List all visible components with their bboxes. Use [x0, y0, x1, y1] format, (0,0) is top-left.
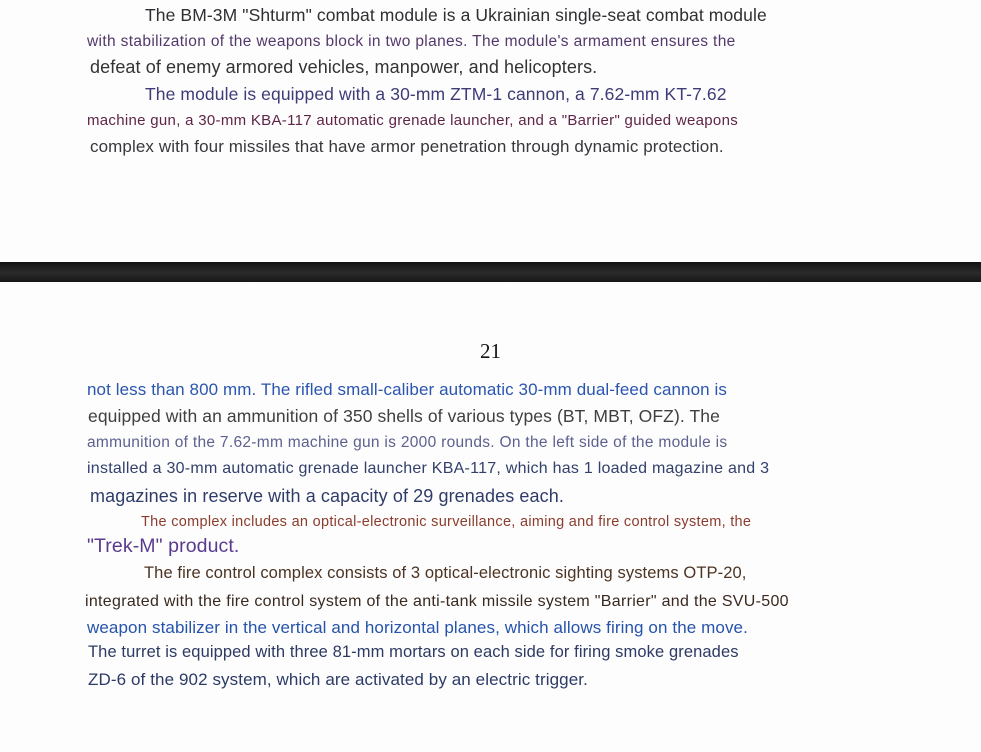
text-line: ZD-6 of the 902 system, which are activated by an electric trigger. [88, 670, 588, 689]
text-line: The fire control complex consists of 3 optical-electronic sighting systems OTP-20, [144, 564, 747, 582]
text-line: The module is equipped with a 30-mm ZTM-1 cannon, a 7.62-mm KT-7.62 [145, 84, 727, 104]
text-line: machine gun, a 30-mm KBA-117 automatic grenade launcher, and a "Barrier" guided weapons [87, 112, 739, 129]
text-line: integrated with the fire control system of the anti-tank missile system "Barrier" and the SVU-500 [85, 593, 789, 610]
text-line: not less than 800 mm. The rifled small-caliber automatic 30-mm dual-feed cannon is [87, 380, 728, 399]
text-line: ammunition of the 7.62-mm machine gun is 2000 rounds. On the left side of the module is [87, 434, 728, 451]
page-number: 21 [480, 339, 501, 363]
text-line: equipped with an ammunition of 350 shells of various types (BT, MBT, OFZ). The [88, 406, 720, 426]
text-line: defeat of enemy armored vehicles, manpower, and helicopters. [90, 57, 598, 77]
text-line: The complex includes an optical-electronic surveillance, aiming and fire control system, the [141, 514, 752, 530]
text-line: weapon stabilizer in the vertical and horizontal planes, which allows firing on the move. [87, 618, 748, 637]
text-line: complex with four missiles that have armor penetration through dynamic protection. [90, 137, 724, 156]
text-line: The turret is equipped with three 81-mm mortars on each side for firing smoke grenades [88, 643, 739, 661]
text-line: The BM-3M "Shturm" combat module is a Ukrainian single-seat combat module [145, 5, 767, 25]
text-line: installed a 30-mm automatic grenade launcher KBA-117, which has 1 loaded magazine and 3 [87, 460, 770, 477]
text-line: magazines in reserve with a capacity of 29 grenades each. [90, 486, 564, 506]
text-line: with stabilization of the weapons block in two planes. The module's armament ensures the [87, 33, 736, 50]
text-line: "Trek-M" product. [87, 535, 240, 557]
page-separator [0, 262, 981, 282]
